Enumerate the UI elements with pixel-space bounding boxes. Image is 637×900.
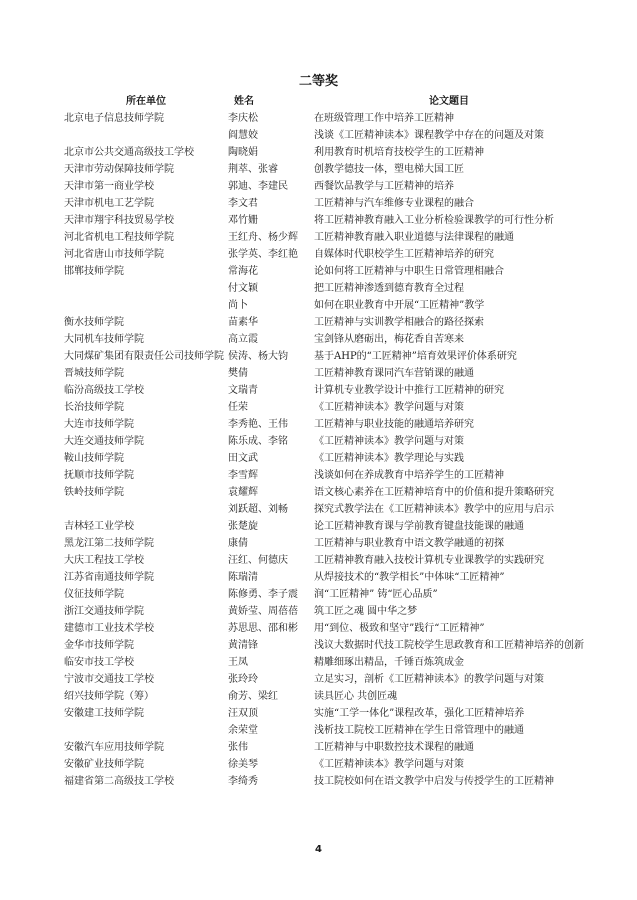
table-header <box>64 93 584 110</box>
name-cell: 李雪辉 <box>228 470 258 481</box>
topic-cell: 论如何将工匠精神与中职生日常管理相融合 <box>314 266 504 277</box>
table-row <box>64 654 584 671</box>
topic-cell: 浅议大数据时代技工院校学生思政教育和工匠精神培养的创新 <box>314 640 584 651</box>
topic-cell: 工匠精神与职业技能的融通培养研究 <box>314 419 474 430</box>
name-cell: 俞芳、梁红 <box>228 691 278 702</box>
table-row <box>64 161 584 178</box>
topic-cell: 工匠精神与汽车维修专业课程的融合 <box>314 198 474 209</box>
table-row <box>64 722 584 739</box>
topic-cell: 技工院校如何在语文教学中启发与传授学生的工匠精神 <box>314 776 554 787</box>
name-cell: 李秀艳、王伟 <box>228 419 288 430</box>
table-row <box>64 688 584 705</box>
topic-cell: 工匠精神教育课同汽车营销课的融通 <box>314 368 474 379</box>
unit-cell: 临安市技工学校 <box>64 657 134 668</box>
name-cell: 苗素华 <box>228 317 258 328</box>
table-row <box>64 212 584 229</box>
unit-cell: 金华市技师学院 <box>64 640 134 651</box>
name-cell: 文瑞青 <box>228 385 258 396</box>
name-cell: 苏思思、邵和彬 <box>228 623 298 634</box>
name-cell: 陈乐成、李铭 <box>228 436 288 447</box>
name-cell: 张楚旋 <box>228 521 258 532</box>
table-row <box>64 382 584 399</box>
table-row <box>64 586 584 603</box>
unit-cell: 天津市机电工艺学院 <box>64 198 154 209</box>
name-cell: 荆萃、张睿 <box>228 164 278 175</box>
unit-cell: 大同机车技师学院 <box>64 334 144 345</box>
topic-cell: 语文核心素养在工匠精神培育中的价值和提升策略研究 <box>314 487 554 498</box>
name-cell: 陈修勇、李子震 <box>228 589 298 600</box>
unit-cell <box>64 280 228 297</box>
unit-cell: 长治技师学院 <box>64 402 124 413</box>
unit-cell <box>64 297 228 314</box>
topic-cell: 精雕细琢出精品，千锤百炼筑成金 <box>314 657 464 668</box>
page-number: 4 <box>315 844 322 855</box>
unit-cell: 大庆工程技工学校 <box>64 555 144 566</box>
unit-cell: 天津市第一商业学校 <box>64 181 154 192</box>
table-row <box>64 450 584 467</box>
table-row <box>64 144 584 161</box>
topic-cell: 浅谈如何在养成教育中培养学生的工匠精神 <box>314 470 504 481</box>
table-row <box>64 280 584 297</box>
table-row <box>64 110 584 127</box>
name-cell: 李绮秀 <box>228 776 258 787</box>
topic-cell: 《工匠精神读本》教学问题与对策 <box>314 759 464 770</box>
topic-cell: 实施“工学一体化”课程改革，强化工匠精神培养 <box>314 708 525 719</box>
table-body <box>64 110 584 790</box>
topic-cell: 如何在职业教育中开展“工匠精神”教学 <box>314 300 485 311</box>
unit-cell <box>64 722 228 739</box>
unit-cell: 绍兴技师学院（筹） <box>64 691 154 702</box>
unit-cell: 抚顺市技师学院 <box>64 470 134 481</box>
unit-cell: 临汾高级技工学校 <box>64 385 144 396</box>
topic-cell: 浅谈《工匠精神读本》课程教学中存在的问题及对策 <box>314 130 544 141</box>
table-row <box>64 467 584 484</box>
name-cell: 汪双顶 <box>228 708 258 719</box>
table-row <box>64 229 584 246</box>
table-row <box>64 416 584 433</box>
table-row <box>64 518 584 535</box>
name-cell: 张玲玲 <box>228 674 258 685</box>
table-row <box>64 535 584 552</box>
name-cell: 王红舟、杨少辉 <box>228 232 298 243</box>
table-row <box>64 433 584 450</box>
topic-cell: 自媒体时代职校学生工匠精神培养的研究 <box>314 249 494 260</box>
table-row <box>64 399 584 416</box>
topic-cell: 《工匠精神读本》教学问题与对策 <box>314 402 464 413</box>
unit-cell: 大同煤矿集团有限责任公司技师学院 <box>64 351 224 362</box>
header-unit: 所在单位 <box>126 96 166 107</box>
unit-cell: 黑龙江第二技师学院 <box>64 538 154 549</box>
unit-cell: 衡水技师学院 <box>64 317 124 328</box>
unit-cell: 福建省第二高级技工学校 <box>64 776 174 787</box>
table-row <box>64 620 584 637</box>
name-cell: 张学英、李红艳 <box>228 249 298 260</box>
unit-cell: 河北省机电工程技师学院 <box>64 232 174 243</box>
unit-cell: 宁波市交通技工学校 <box>64 674 154 685</box>
table-row <box>64 637 584 654</box>
topic-cell: 从焊接技术的“教学相长”中体味“工匠精神” <box>314 572 505 583</box>
table-row <box>64 263 584 280</box>
unit-cell: 安徽汽车应用技师学院 <box>64 742 164 753</box>
table-row <box>64 365 584 382</box>
topic-cell: 基于AHP的“工匠精神”培育效果评价体系研究 <box>314 351 517 362</box>
topic-cell: 工匠精神教育融入职业道德与法律课程的融通 <box>314 232 514 243</box>
table-row <box>64 671 584 688</box>
table-row <box>64 484 584 501</box>
unit-cell: 天津市翔宇科技贸易学校 <box>64 215 174 226</box>
unit-cell: 江苏省南通技师学院 <box>64 572 154 583</box>
award-table <box>64 93 584 790</box>
topic-cell: 工匠精神与实训教学相融合的路径探索 <box>314 317 484 328</box>
unit-cell: 大连交通技师学院 <box>64 436 144 447</box>
table-row <box>64 127 584 144</box>
table-row <box>64 348 584 365</box>
table-row <box>64 603 584 620</box>
topic-cell: 筑工匠之魂 圆中华之梦 <box>314 606 418 617</box>
name-cell: 张伟 <box>228 742 248 753</box>
table-row <box>64 739 584 756</box>
name-cell: 樊倩 <box>228 368 248 379</box>
topic-cell: 工匠精神与职业教育中语文教学融通的初探 <box>314 538 504 549</box>
unit-cell: 大连市技师学院 <box>64 419 134 430</box>
name-cell: 李庆松 <box>228 113 258 124</box>
topic-cell: 宝剑锋从磨砺出，梅花香自苦寒来 <box>314 334 464 345</box>
unit-cell: 天津市劳动保障技师学院 <box>64 164 174 175</box>
topic-cell: 计算机专业教学设计中推行工匠精神的研究 <box>314 385 504 396</box>
topic-cell: 工匠精神与中职数控技术课程的融通 <box>314 742 474 753</box>
name-cell: 余荣堂 <box>228 725 258 736</box>
table-row <box>64 178 584 195</box>
unit-cell: 仪征技师学院 <box>64 589 124 600</box>
name-cell: 袁耀辉 <box>228 487 258 498</box>
name-cell: 徐美琴 <box>228 759 258 770</box>
topic-cell: 润“工匠精神” 铸“匠心品质” <box>314 589 438 600</box>
topic-cell: 《工匠精神读本》教学问题与对策 <box>314 436 464 447</box>
unit-cell: 浙江交通技师学院 <box>64 606 144 617</box>
topic-cell: 西餐饮品教学与工匠精神的培养 <box>314 181 454 192</box>
table-row <box>64 297 584 314</box>
name-cell: 常海花 <box>228 266 258 277</box>
topic-cell: 把工匠精神渗透到德育教育全过程 <box>314 283 464 294</box>
table-row <box>64 246 584 263</box>
topic-cell: 立足实习，剖析《工匠精神读本》的教学问题与对策 <box>314 674 544 685</box>
topic-cell: 将工匠精神教育融入工业分析检验课教学的可行性分析 <box>314 215 554 226</box>
topic-cell: 工匠精神教育融入技校计算机专业课教学的实践研究 <box>314 555 544 566</box>
name-cell: 刘跃超、刘畅 <box>228 504 288 515</box>
table-row <box>64 552 584 569</box>
name-cell: 黄娇莹、周蓓蓓 <box>228 606 298 617</box>
table-row <box>64 331 584 348</box>
name-cell: 付文颖 <box>228 283 258 294</box>
page-title: 二等奖 <box>298 74 338 89</box>
name-cell: 王凤 <box>228 657 248 668</box>
unit-cell: 河北省唐山市技师学院 <box>64 249 164 260</box>
name-cell: 康倩 <box>228 538 248 549</box>
name-cell: 邓竹姗 <box>228 215 258 226</box>
table-row <box>64 773 584 790</box>
name-cell: 高立霞 <box>228 334 258 345</box>
header-topic: 论文题目 <box>429 96 469 107</box>
name-cell: 陈瑞清 <box>228 572 258 583</box>
topic-cell: 创教学德技一体，塑电梯大国工匠 <box>314 164 464 175</box>
name-cell: 李文君 <box>228 198 258 209</box>
unit-cell: 邯郸技师学院 <box>64 266 124 277</box>
name-cell: 汪红、何德庆 <box>228 555 288 566</box>
topic-cell: 用“到位、极致和坚守”践行“工匠精神” <box>314 623 485 634</box>
table-row <box>64 195 584 212</box>
name-cell: 黄清锋 <box>228 640 258 651</box>
table-row <box>64 314 584 331</box>
header-name: 姓名 <box>234 96 254 107</box>
name-cell: 阎慧姣 <box>228 130 258 141</box>
name-cell: 陶晓娟 <box>228 147 258 158</box>
unit-cell <box>64 501 228 518</box>
unit-cell: 建德市工业技术学校 <box>64 623 154 634</box>
unit-cell: 北京电子信息技师学院 <box>64 113 164 124</box>
unit-cell: 晋城技师学院 <box>64 368 124 379</box>
topic-cell: 论工匠精神教育课与学前教育键盘技能课的融通 <box>314 521 524 532</box>
name-cell: 田文武 <box>228 453 258 464</box>
topic-cell: 《工匠精神读本》教学理论与实践 <box>314 453 464 464</box>
table-row <box>64 705 584 722</box>
table-row <box>64 501 584 518</box>
topic-cell: 利用教育时机培育技校学生的工匠精神 <box>314 147 484 158</box>
table-row <box>64 756 584 773</box>
unit-cell: 铁岭技师学院 <box>64 487 124 498</box>
unit-cell: 吉林轻工业学校 <box>64 521 134 532</box>
unit-cell: 安徽矿业技师学院 <box>64 759 144 770</box>
unit-cell: 北京市公共交通高级技工学校 <box>64 147 194 158</box>
name-cell: 尚卜 <box>228 300 248 311</box>
topic-cell: 浅析技工院校工匠精神在学生日常管理中的融通 <box>314 725 524 736</box>
name-cell: 任荣 <box>228 402 248 413</box>
unit-cell: 鞍山技师学院 <box>64 453 124 464</box>
unit-cell <box>64 127 228 144</box>
unit-cell: 安徽建工技师学院 <box>64 708 144 719</box>
name-cell: 郭迪、李建民 <box>228 181 288 192</box>
topic-cell: 读具匠心 共创匠魂 <box>314 691 398 702</box>
table-row <box>64 569 584 586</box>
name-cell: 侯涛、杨大钧 <box>228 351 288 362</box>
topic-cell: 在班级管理工作中培养工匠精神 <box>314 113 454 124</box>
topic-cell: 探究式教学法在《工匠精神读本》教学中的应用与启示 <box>314 504 554 515</box>
